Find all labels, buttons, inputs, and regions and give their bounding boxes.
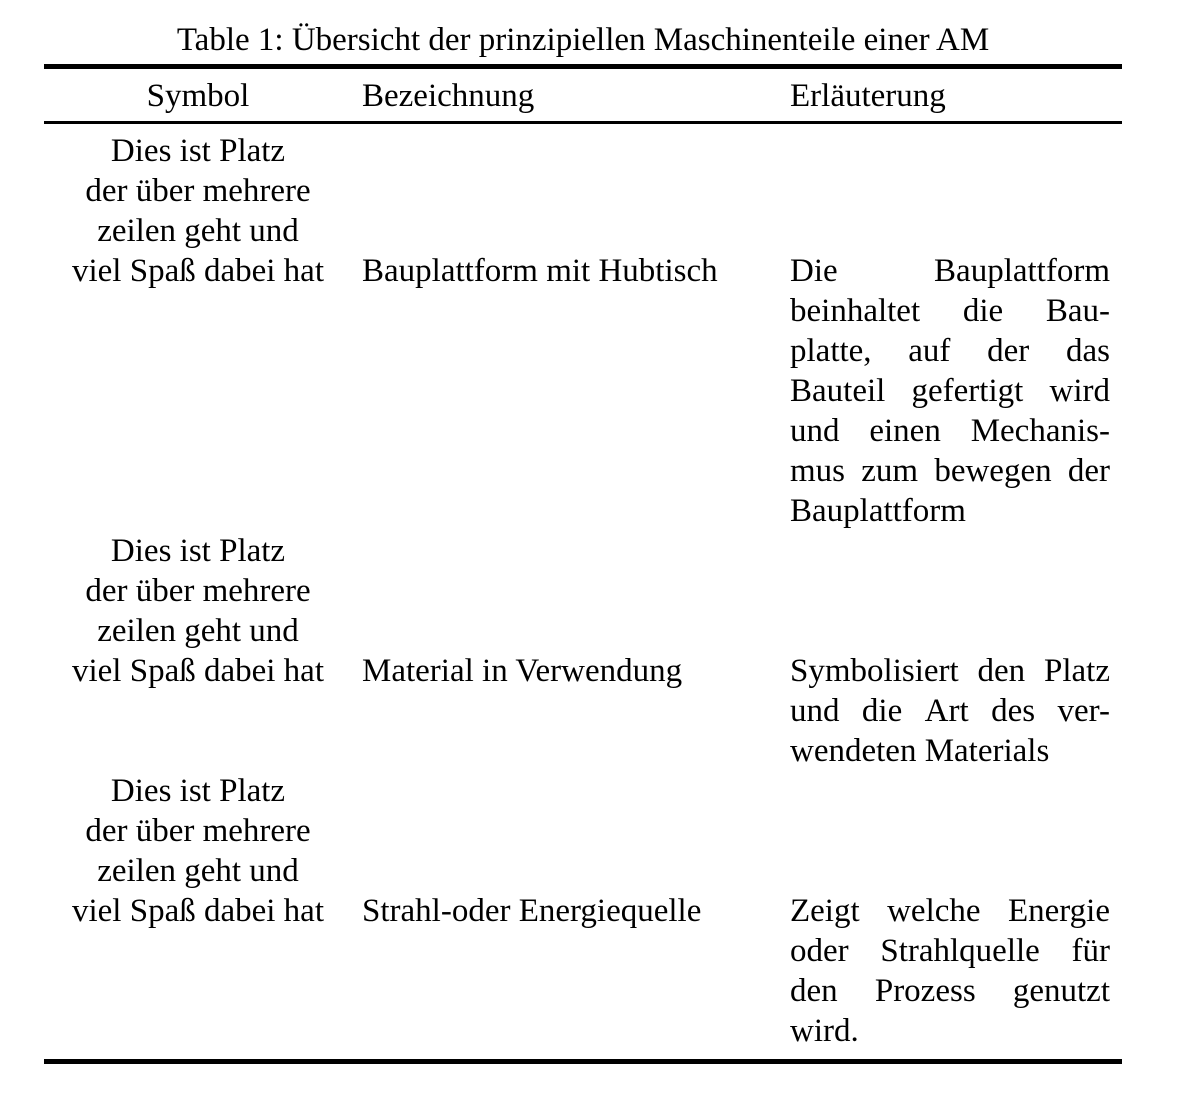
word: gefertigt	[911, 373, 1024, 409]
word: Zeigt	[790, 893, 860, 929]
erlaeuterung-cell	[790, 131, 1122, 531]
table-header-row	[44, 69, 1122, 121]
word: die	[962, 293, 1004, 329]
word: welche	[887, 893, 981, 929]
symbol-line: der über mehrere	[85, 813, 311, 849]
bezeichnung-text: Bauplattform mit Hubtisch	[362, 253, 718, 289]
column-header-symbol: Symbol	[146, 78, 250, 114]
symbol-cell	[44, 131, 352, 531]
word: Mechanis-	[970, 413, 1110, 449]
column-header-bezeichnung: Bezeichnung	[362, 78, 535, 114]
erlaeuterung-line	[790, 371, 1110, 411]
erlaeuterung-line	[790, 691, 1110, 731]
word: für	[1071, 933, 1110, 969]
bezeichnung-cell	[362, 131, 780, 531]
word: und	[790, 693, 840, 729]
bezeichnung-text: Strahl-oder Energiequelle	[362, 893, 702, 929]
word: den	[790, 973, 838, 1009]
erlaeuterung-line	[790, 411, 1110, 451]
erlaeuterung-line: Bauplattform	[790, 493, 966, 529]
word: der	[1067, 453, 1110, 489]
word: auf	[908, 333, 951, 369]
word: genutzt	[1012, 973, 1110, 1009]
erlaeuterung-line	[790, 651, 1110, 691]
word: Energie	[1007, 893, 1110, 929]
word: Bau-	[1045, 293, 1110, 329]
word: bewegen	[934, 453, 1052, 489]
erlaeuterung-line	[790, 251, 1110, 291]
erlaeuterung-cell	[790, 771, 1122, 1051]
symbol-line: zeilen geht und	[97, 613, 299, 649]
word: Die	[790, 253, 838, 289]
symbol-line: zeilen geht und	[97, 213, 299, 249]
symbol-line: Dies ist Platz	[110, 773, 286, 809]
symbol-line: der über mehrere	[85, 573, 311, 609]
word: oder	[790, 933, 849, 969]
table-row	[44, 531, 1122, 771]
erlaeuterung-line	[790, 331, 1110, 371]
symbol-cell	[44, 771, 352, 1051]
word: Bauplattform	[934, 253, 1110, 289]
bezeichnung-cell	[362, 531, 780, 771]
word: Platz	[1044, 653, 1110, 689]
symbol-line: Dies ist Platz	[110, 133, 286, 169]
symbol-cell	[44, 531, 352, 771]
word: zum	[861, 453, 919, 489]
symbol-line: viel Spaß dabei hat	[71, 653, 324, 689]
symbol-line: viel Spaß dabei hat	[71, 893, 324, 929]
word: Prozess	[874, 973, 976, 1009]
word: mus	[790, 453, 846, 489]
symbol-line: der über mehrere	[85, 173, 311, 209]
erlaeuterung-cell	[790, 531, 1122, 771]
bezeichnung-cell	[362, 771, 780, 1051]
symbol-line: Dies ist Platz	[110, 533, 286, 569]
word: einen	[869, 413, 941, 449]
table-row	[44, 131, 1122, 531]
erlaeuterung-line: wendeten Materials	[790, 733, 1050, 769]
word: das	[1066, 333, 1110, 369]
word: beinhaltet	[790, 293, 921, 329]
word: und	[790, 413, 840, 449]
erlaeuterung-line	[790, 971, 1110, 1011]
word: Symbolisiert	[790, 653, 959, 689]
erlaeuterung-line	[790, 931, 1110, 971]
word: Strahlquelle	[880, 933, 1040, 969]
table-row	[44, 771, 1122, 1051]
column-header-erlaeuterung: Erläuterung	[790, 78, 946, 114]
word: Bauteil	[790, 373, 886, 409]
symbol-line: viel Spaß dabei hat	[71, 253, 324, 289]
word: der	[987, 333, 1030, 369]
word: wird	[1049, 373, 1110, 409]
erlaeuterung-line: wird.	[790, 1013, 859, 1049]
word: ver-	[1057, 693, 1110, 729]
bottom-rule	[44, 1059, 1122, 1064]
word: Art	[924, 693, 969, 729]
table-caption: Table 1: Übersicht der prinzipiellen Maschinenteile einer AM	[176, 22, 990, 58]
erlaeuterung-line	[790, 451, 1110, 491]
erlaeuterung-line	[790, 291, 1110, 331]
word: den	[977, 653, 1026, 689]
word: des	[991, 693, 1036, 729]
bezeichnung-text: Material in Verwendung	[362, 653, 683, 689]
table-body	[44, 124, 1122, 1059]
word: die	[861, 693, 903, 729]
erlaeuterung-line	[790, 891, 1110, 931]
word: platte,	[790, 333, 872, 369]
symbol-line: zeilen geht und	[97, 853, 299, 889]
table	[44, 64, 1122, 1064]
